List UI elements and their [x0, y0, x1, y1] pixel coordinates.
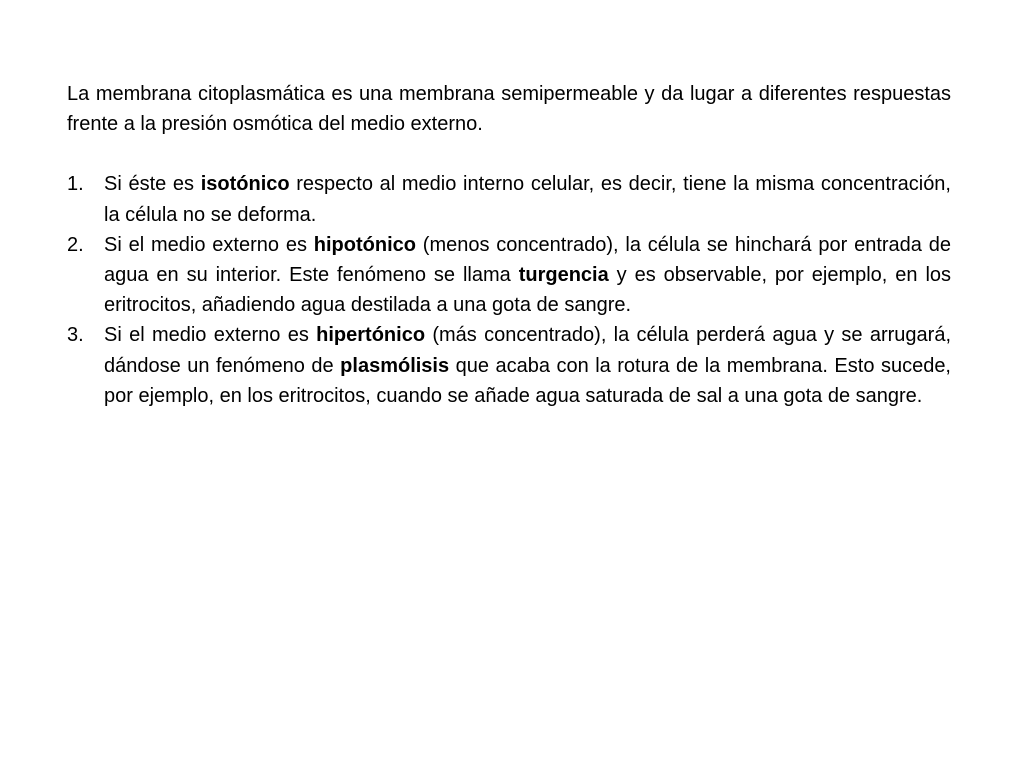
intro-paragraph: La membrana citoplasmática es una membrana semipermeable y da lugar a diferentes respuestas frente a la presión osmótica del medio externo. — [67, 83, 951, 136]
text-run: Si el medio externo es — [104, 233, 314, 256]
list-item-text — [104, 230, 951, 321]
bold-term: plasmólisis — [340, 354, 450, 377]
bold-term: hipotónico — [313, 233, 416, 256]
list-item-text — [104, 320, 951, 411]
bold-term: hipertónico — [316, 324, 426, 347]
list-number: 1. — [67, 173, 84, 196]
text-run: Si éste es — [104, 173, 201, 196]
bold-term: turgencia — [518, 264, 609, 287]
list-item — [67, 230, 951, 321]
numbered-list — [67, 169, 951, 411]
list-number: 3. — [67, 324, 84, 347]
text-run: Si el medio externo es — [104, 324, 317, 347]
slide-content — [67, 79, 951, 411]
text-run: que acaba con la rotura de la membrana. Esto sucede, por ejemplo, en los eritrocitos, cuando se añade agua saturada de sal a una gota de sangre. — [104, 354, 951, 407]
list-item — [67, 320, 951, 411]
bold-term: isotónico — [200, 173, 290, 196]
text-run: (más concentrado), la célula perderá agua y se arrugará, dándose un fenómeno de — [104, 324, 951, 377]
text-run: respecto al medio interno celular, es decir, tiene la misma concentración, la célula no se deforma. — [104, 173, 951, 226]
list-item-text — [104, 169, 951, 229]
text-run: (menos concentrado), la célula se hinchará por entrada de agua en su interior. Este fenómeno se llama — [104, 233, 951, 287]
list-item — [67, 169, 951, 229]
list-number: 2. — [67, 233, 84, 256]
text-run: y es observable, por ejemplo, en los eritrocitos, añadiendo agua destilada a una gota de sangre. — [104, 264, 952, 317]
